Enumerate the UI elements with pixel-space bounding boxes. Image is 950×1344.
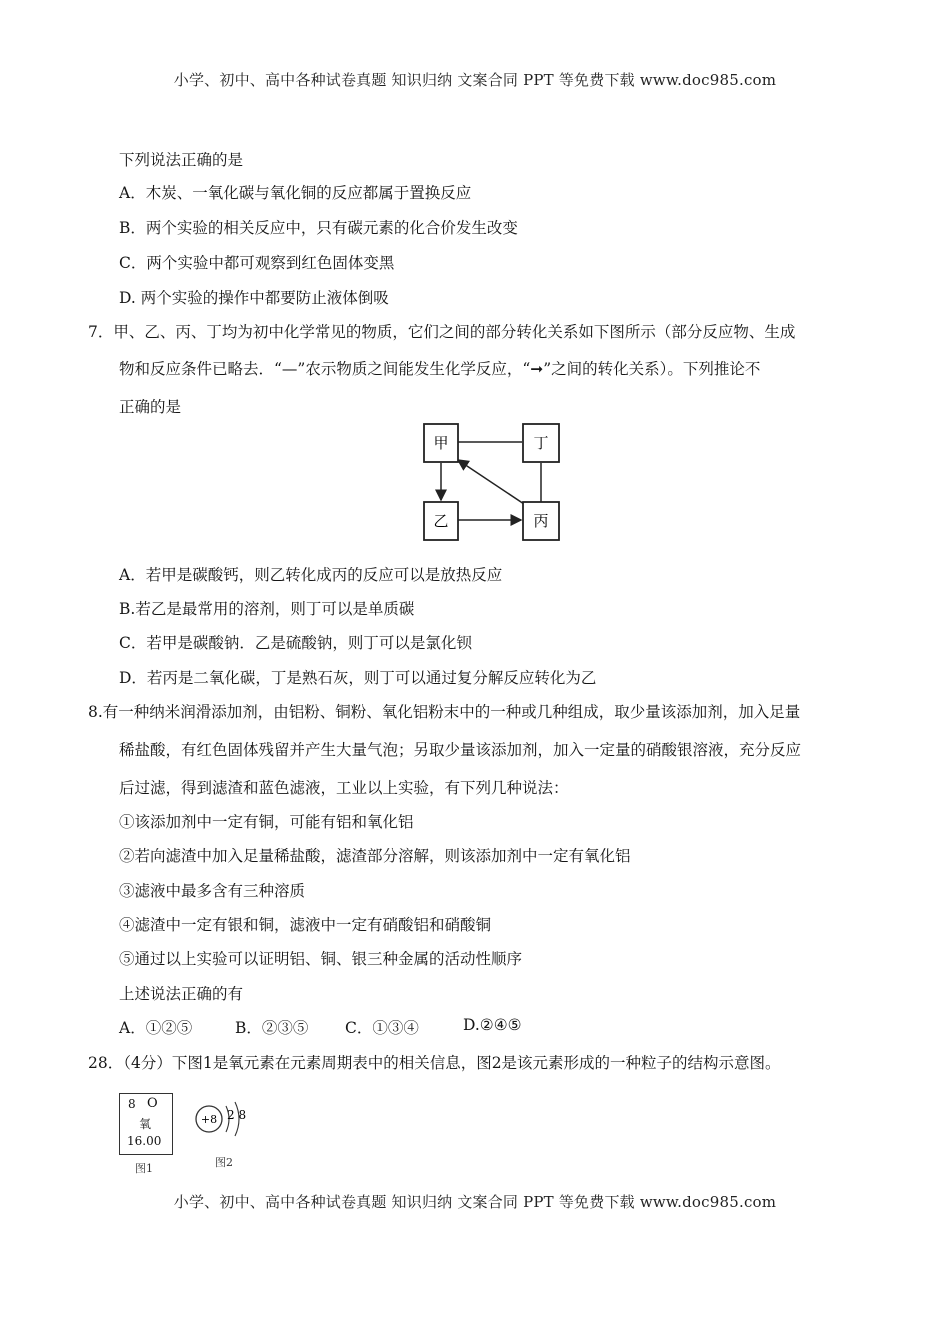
- q6-stem: 下列说法正确的是: [119, 151, 244, 169]
- q8-stem-line3: 后过滤，得到滤渣和蓝色滤液，工业以上实验，有下列几种说法：: [119, 779, 569, 797]
- element-symbol: O: [147, 1096, 158, 1111]
- q8-statement-2: ②若向滤渣中加入足量稀盐酸，滤渣部分溶解，则该添加剂中一定有氧化铝: [119, 847, 631, 865]
- arrow-bing-to-jia: [458, 460, 527, 506]
- label-yi: 乙: [433, 512, 449, 530]
- q8-choice-c: C．①③④: [345, 1019, 419, 1037]
- q8-ask: 上述说法正确的有: [119, 985, 244, 1003]
- q8-statement-1: ①该添加剂中一定有铜，可能有铝和氧化铝: [119, 813, 414, 831]
- atomic-mass: 16.00: [127, 1134, 162, 1148]
- q8-choice-b: B．②③⑤: [235, 1019, 309, 1037]
- q8-choice-a: A．①②⑤: [119, 1019, 193, 1037]
- q8-stem-line1: 8.有一种纳米润滑添加剂，由铝粉、铜粉、氧化铝粉末中的一种或几种组成，取少量该添加剂，加入足量: [88, 703, 801, 721]
- label-jia: 甲: [433, 434, 449, 452]
- q28-stem: 28．（4分）下图1是氧元素在元素周期表中的相关信息，图2是该元素形成的一种粒子的结构示意图。: [88, 1054, 781, 1072]
- q8-statement-5: ⑤通过以上实验可以证明铝、铜、银三种金属的活动性顺序: [119, 950, 523, 968]
- q7-option-c: C．若甲是碳酸钠．乙是硫酸钠，则丁可以是氯化钡: [119, 634, 472, 652]
- q7-option-a: A．若甲是碳酸钙，则乙转化成丙的反应可以是放热反应: [119, 566, 503, 584]
- nucleus-charge: +8: [200, 1113, 218, 1126]
- q6-option-c: C．两个实验中都可观察到红色固体变黑: [119, 254, 395, 272]
- q28-fig2-caption: 图2: [215, 1156, 233, 1169]
- q8-choice-d: D.②④⑤: [463, 1016, 522, 1034]
- q28-fig2-particle-diagram: [192, 1098, 254, 1140]
- q7-stem-line1: 7．甲、乙、丙、丁均为初中化学常见的物质，它们之间的部分转化关系如下图所示（部分反应物、生成: [88, 323, 796, 341]
- q7-relation-diagram: [412, 422, 570, 546]
- q8-statement-3: ③滤液中最多含有三种溶质: [119, 882, 306, 900]
- atomic-number: 8: [128, 1097, 136, 1111]
- q8-stem-line2: 稀盐酸，有红色固体残留并产生大量气泡；另取少量该添加剂，加入一定量的硝酸银溶液，充分反应: [119, 741, 802, 759]
- label-ding: 丁: [533, 434, 549, 452]
- q7-stem-line2: 物和反应条件已略去．“—”农示物质之间能发生化学反应，“➞”之间的转化关系）。下列推论不: [119, 360, 761, 378]
- shell-electrons: 2 8: [227, 1108, 247, 1122]
- q7-option-d: D．若丙是二氧化碳，丁是熟石灰，则丁可以通过复分解反应转化为乙: [119, 669, 597, 687]
- q28-fig1-caption: 图1: [135, 1162, 153, 1175]
- q7-option-b: B.若乙是最常用的溶剂，则丁可以是单质碳: [119, 600, 415, 618]
- element-name: 氧: [139, 1117, 152, 1131]
- page-header: 小学、初中、高中各种试卷真题 知识归纳 文案合同 PPT 等免费下载 www.doc985.com: [173, 71, 777, 89]
- q7-stem-line3: 正确的是: [119, 398, 182, 416]
- q6-option-a: A．木炭、一氧化碳与氧化铜的反应都属于置换反应: [119, 184, 472, 202]
- q28-fig1-element-card: [119, 1093, 173, 1155]
- q6-option-b: B．两个实验的相关反应中，只有碳元素的化合价发生改变: [119, 219, 518, 237]
- label-bing: 丙: [533, 512, 549, 530]
- page-footer: 小学、初中、高中各种试卷真题 知识归纳 文案合同 PPT 等免费下载 www.doc985.com: [173, 1193, 777, 1211]
- q8-statement-4: ④滤渣中一定有银和铜，滤液中一定有硝酸铝和硝酸铜: [119, 916, 492, 934]
- q6-option-d: D. 两个实验的操作中都要防止液体倒吸: [119, 289, 389, 307]
